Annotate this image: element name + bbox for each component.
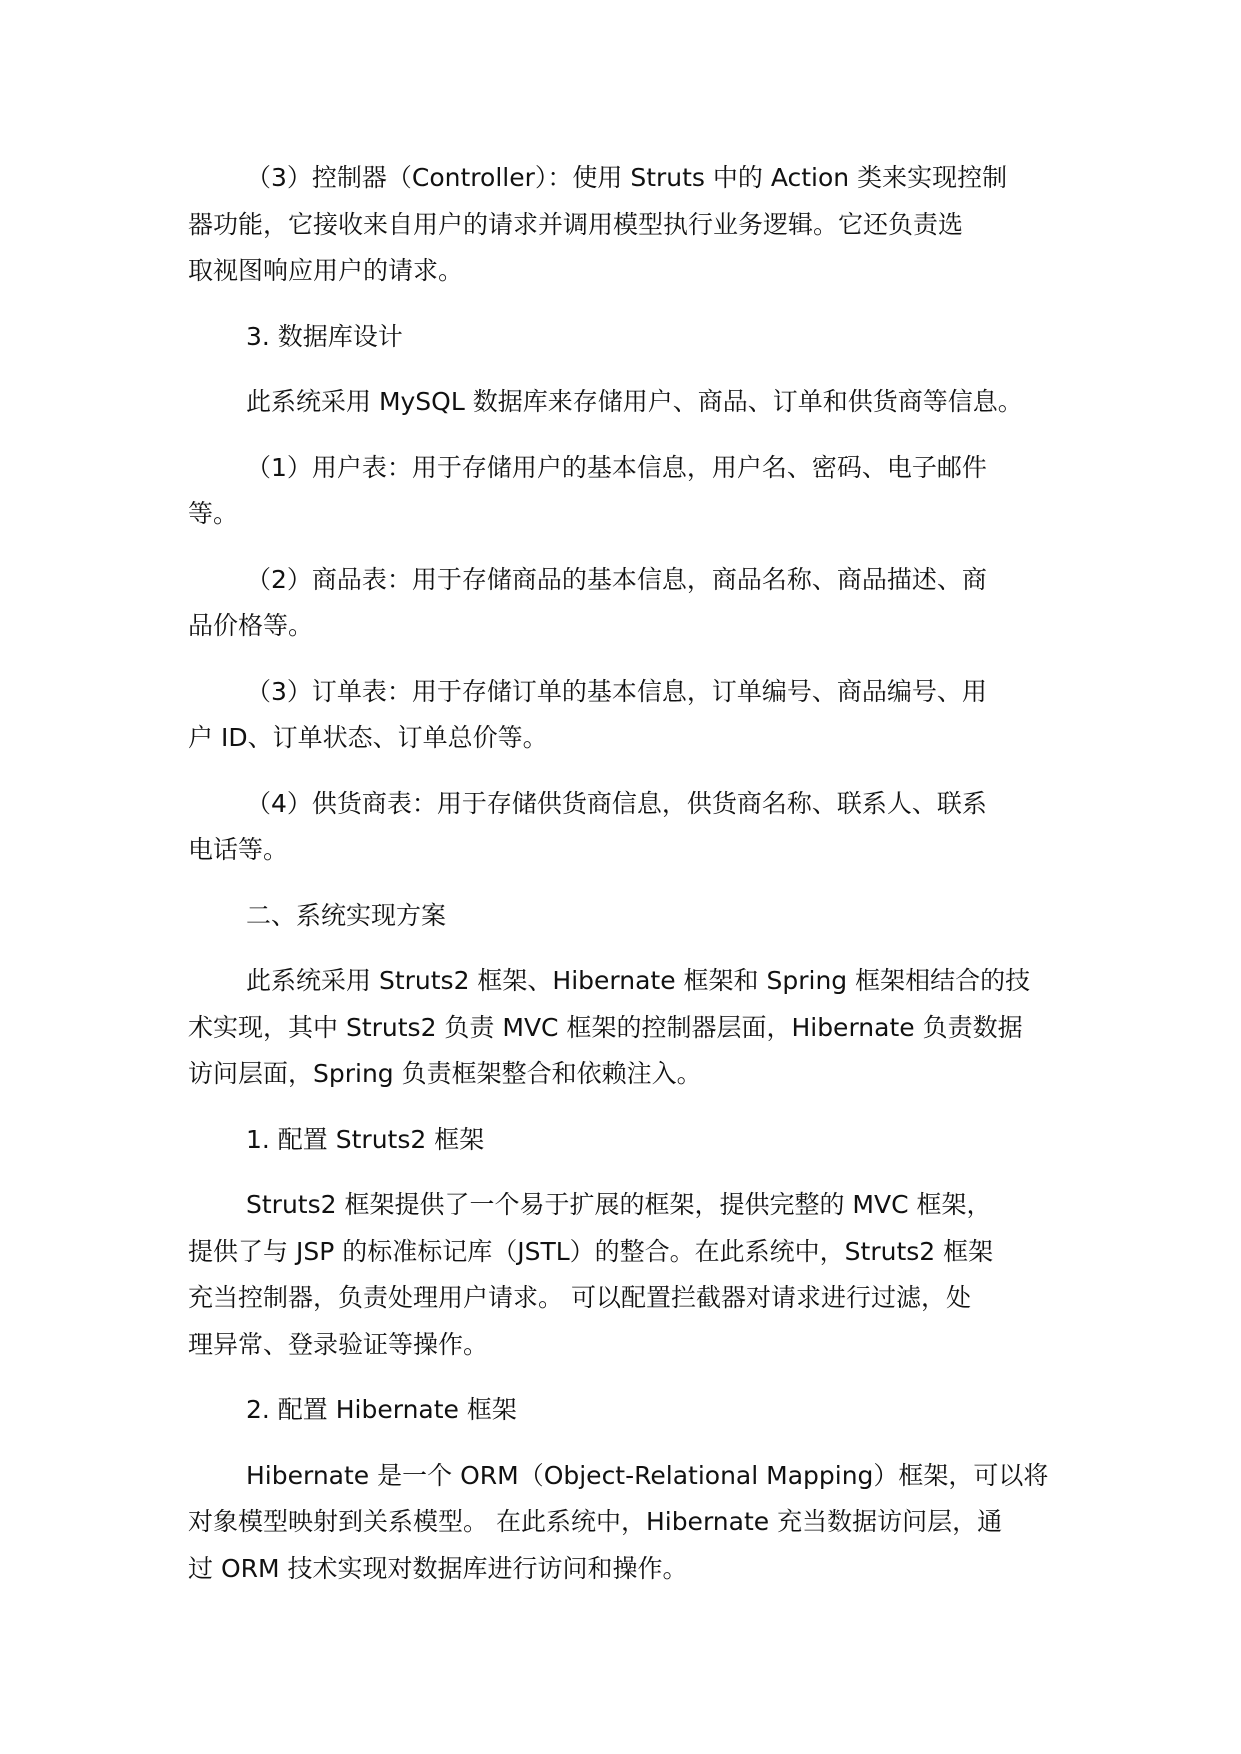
struts2-heading — [188, 1117, 1068, 1164]
text-line: 过 ORM 技术实现对数据库进行访问和操作。 — [188, 1553, 688, 1583]
text-line: 等。 — [188, 499, 239, 528]
text-line: 对象模型映射到关系模型。 在此系统中，Hibernate 充当数据访问层，通 — [188, 1507, 1003, 1536]
text-line: （1）用户表：用于存储用户的基本信息，用户名、密码、电子邮件 — [246, 452, 987, 482]
database-design-heading — [188, 314, 1068, 361]
heading-text: 二、系统实现方案 — [246, 900, 447, 930]
text-line: 访问层面，Spring 负责框架整合和依赖注入。 — [188, 1059, 702, 1088]
text-line: （3）订单表：用于存储订单的基本信息，订单编号、商品编号、用 — [246, 676, 987, 706]
text-line: 此系统采用 Struts2 框架、Hibernate 框架和 Spring 框架相结合的技 — [246, 966, 1031, 995]
text-line: Struts2 框架提供了一个易于扩展的框架，提供完整的 MVC 框架， — [246, 1190, 992, 1219]
text-line: 电话等。 — [188, 835, 289, 864]
product-table-item — [188, 557, 1068, 650]
text-line: Hibernate 是一个 ORM（Object-Relational Mapping）框架，可以将 — [246, 1460, 1049, 1490]
implementation-intro — [188, 958, 1068, 1098]
text-line: 品价格等。 — [188, 611, 314, 640]
document-body — [188, 155, 1068, 1611]
text-line: （3）控制器（Controller）：使用 Struts 中的 Action 类来实现控制 — [246, 163, 1008, 192]
database-intro — [188, 379, 1068, 426]
heading-text: 3. 数据库设计 — [246, 321, 403, 351]
text-line: 此系统采用 MySQL 数据库来存储用户、商品、订单和供货商等信息。 — [246, 387, 1023, 416]
implementation-heading — [188, 893, 1068, 940]
hibernate-heading — [188, 1387, 1068, 1434]
text-line: 术实现，其中 Struts2 负责 MVC 框架的控制器层面，Hibernate 负责数据 — [188, 1012, 1023, 1042]
text-line: 充当控制器，负责处理用户请求。 可以配置拦截器对请求进行过滤，处 — [188, 1283, 971, 1312]
text-line: （4）供货商表：用于存储供货商信息，供货商名称、联系人、联系 — [246, 788, 987, 818]
text-line: 取视图响应用户的请求。 — [188, 256, 464, 285]
user-table-item — [188, 445, 1068, 538]
text-line: 提供了与 JSP 的标准标记库（JSTL）的整合。在此系统中，Struts2 框架 — [188, 1236, 994, 1266]
text-line: 户 ID、订单状态、订单总价等。 — [188, 723, 548, 752]
controller-paragraph — [188, 155, 1068, 295]
text-line: 器功能，它接收来自用户的请求并调用模型执行业务逻辑。它还负责选 — [188, 209, 964, 239]
hibernate-paragraph — [188, 1453, 1068, 1593]
struts2-paragraph — [188, 1182, 1068, 1368]
order-table-item — [188, 669, 1068, 762]
supplier-table-item — [188, 781, 1068, 874]
text-line: 理异常、登录验证等操作。 — [188, 1329, 489, 1359]
heading-text: 2. 配置 Hibernate 框架 — [246, 1395, 517, 1424]
text-line: （2）商品表：用于存储商品的基本信息，商品名称、商品描述、商 — [246, 564, 987, 594]
heading-text: 1. 配置 Struts2 框架 — [246, 1124, 485, 1154]
